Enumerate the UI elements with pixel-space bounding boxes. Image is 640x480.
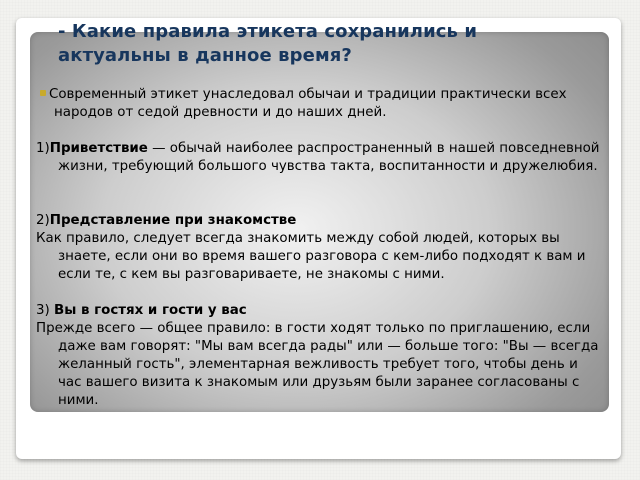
rule-1-heading: Приветствие <box>49 141 148 156</box>
rule-3 <box>36 302 600 320</box>
rule-2-number: 2) <box>36 213 50 228</box>
rule-2 <box>36 212 600 230</box>
rule-3-text: Прежде всего — общее правило: в гости ходят только по приглашению, если даже вам говорят: "Мы вам всегда рады" или — больше того: "Вы — всегда желанный гость", элементарная вежливость требует того, чтобы день и час вашего визита к знакомым или друзьям были заранее согласованы с ними. <box>36 321 599 408</box>
slide-title: - Какие правила этикета сохранились и актуальны в данное время? <box>58 21 478 66</box>
spacer <box>36 176 600 212</box>
rule-1-text: — обычай наиболее распространенный в нашей повседневной жизни, требующий большого чувства такта, воспитанности и дружелюбия. <box>58 141 600 174</box>
intro-paragraph <box>36 86 600 122</box>
rule-2-text: Как правило, следует всегда знакомить между собой людей, которых вы знаете, если они во время вашего разговора с кем-либо подходят к вам и если те, с кем вы разговариваете, не знакомы с ними. <box>36 231 586 282</box>
rule-3-heading: Вы в гостях и гости у вас <box>54 303 247 318</box>
rule-3-number: 3) <box>36 303 55 318</box>
slide-content <box>36 86 600 410</box>
spacer <box>36 122 600 140</box>
rule-2-heading: Представление при знакомстве <box>49 213 297 228</box>
spacer <box>36 284 600 302</box>
intro-text: Современный этикет унаследовал обычаи и традиции практически всех народов от седой древности и до наших дней. <box>49 87 567 120</box>
bullet-icon <box>40 90 46 96</box>
rule-1-number: 1) <box>36 141 50 156</box>
rule-1 <box>36 140 600 176</box>
